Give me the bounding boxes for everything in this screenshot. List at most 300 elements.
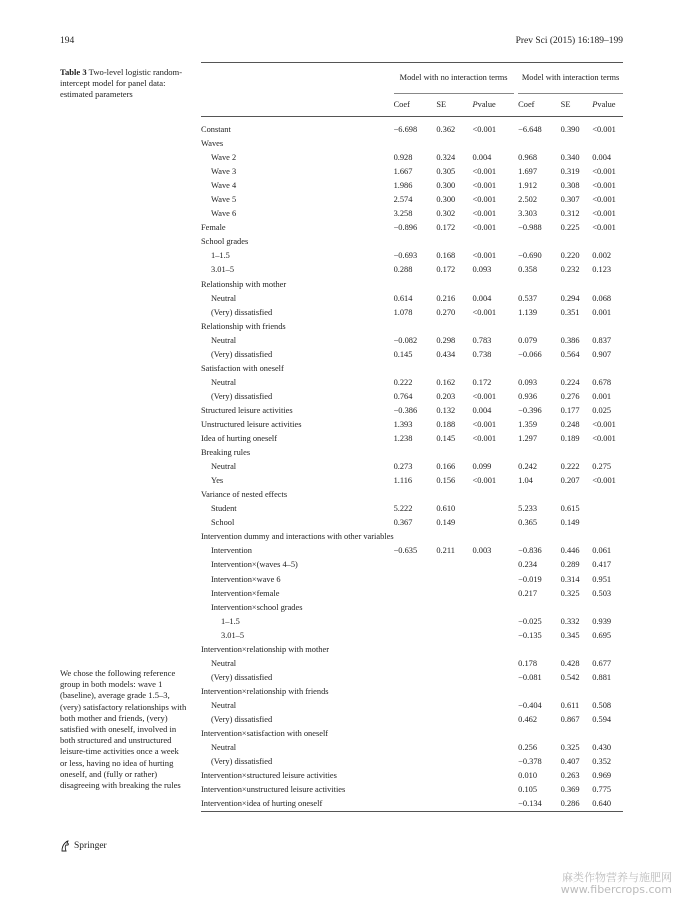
- table-row: [201, 741, 623, 755]
- table-cell: [394, 699, 437, 713]
- table-cell: 0.216: [436, 293, 456, 303]
- table-cell: [394, 657, 437, 671]
- table-cell: 2.574: [393, 195, 413, 205]
- table-cell: [561, 320, 593, 334]
- table-cell: <0.001: [472, 125, 497, 134]
- table-cell: [394, 446, 437, 460]
- table-cell: 0.542: [560, 672, 580, 682]
- row-label: (Very) dissatisfied: [211, 714, 273, 724]
- table-row: [201, 249, 623, 263]
- table-cell: −0.134: [518, 797, 560, 812]
- table-cell: 0.166: [436, 462, 456, 472]
- table-cell: 1.697: [518, 167, 538, 177]
- table-cell: [394, 727, 437, 741]
- table-cell: <0.001: [472, 209, 497, 219]
- table-cell: 0.358: [518, 265, 538, 275]
- table-cell: 0.156: [436, 476, 456, 486]
- table-row: [201, 179, 623, 193]
- table-cell: <0.001: [592, 209, 616, 219]
- table-cell: 3.303: [518, 209, 538, 219]
- table-cell: 0.002: [592, 251, 612, 261]
- table-cell: 0.837: [592, 335, 612, 345]
- table-cell: [518, 278, 560, 292]
- table-cell: [518, 727, 560, 741]
- table-cell: 1.912: [518, 181, 538, 191]
- table-cell: 0.503: [592, 588, 612, 598]
- table-cell: 0.305: [436, 167, 456, 177]
- table-cell: 0.288: [393, 265, 413, 275]
- table-cell: 0.123: [592, 265, 612, 275]
- table-cell: [394, 530, 437, 544]
- table-cell: 0.225: [560, 223, 580, 233]
- table-row: [201, 587, 623, 601]
- table-cell: 1.986: [393, 181, 413, 191]
- row-label: School grades: [201, 237, 249, 247]
- table-cell: [473, 797, 514, 812]
- table-cell: 0.132: [436, 405, 456, 415]
- table-cell: 1.078: [393, 307, 413, 317]
- table-cell: 0.207: [560, 476, 580, 486]
- table-cell: 0.145: [393, 349, 413, 359]
- row-label: Relationship with friends: [201, 321, 286, 331]
- table-cell: −0.082: [393, 335, 418, 345]
- table-row: [201, 263, 623, 277]
- row-label: Structured leisure activities: [201, 405, 293, 415]
- table-row: [201, 558, 623, 572]
- watermark: [561, 872, 672, 896]
- table-cell: [394, 755, 437, 769]
- table-row: [201, 446, 623, 460]
- table-cell: 0.677: [592, 658, 612, 668]
- table-cell: [436, 699, 472, 713]
- table-cell: [473, 587, 514, 601]
- table-row: [201, 783, 623, 797]
- table-row: [201, 362, 623, 376]
- table-cell: 0.939: [592, 616, 612, 626]
- table-cell: [473, 558, 514, 572]
- table-cell: 0.594: [592, 714, 612, 724]
- table-cell: [473, 516, 514, 530]
- table-cell: <0.001: [472, 167, 497, 177]
- row-label: Intervention×female: [211, 588, 280, 598]
- table-cell: [473, 643, 514, 657]
- table-cell: [436, 643, 472, 657]
- table-cell: 0.275: [592, 462, 612, 472]
- table-cell: [473, 769, 514, 783]
- table-cell: <0.001: [592, 223, 616, 233]
- table-cell: 0.003: [472, 546, 492, 556]
- table-row: [201, 474, 623, 488]
- col-header-coef-2: Coef: [518, 94, 560, 117]
- table-cell: 0.256: [518, 743, 538, 753]
- table-cell: [561, 685, 593, 699]
- table-cell: 0.783: [472, 335, 492, 345]
- table-caption: [60, 67, 188, 101]
- table-cell: [473, 362, 514, 376]
- table-cell: 0.417: [592, 560, 612, 570]
- col-header-se-2: SE: [561, 94, 593, 117]
- row-label: Neutral: [211, 335, 237, 345]
- table-cell: 0.105: [518, 785, 538, 795]
- table-cell: 0.162: [436, 377, 456, 387]
- row-label: 3.01–5: [211, 265, 235, 275]
- table-cell: 0.004: [472, 405, 492, 415]
- table-cell: 0.242: [518, 462, 538, 472]
- table-cell: [561, 488, 593, 502]
- table-cell: −0.635: [393, 546, 418, 556]
- table-cell: −0.404: [518, 700, 542, 710]
- table-cell: [394, 615, 437, 629]
- table-group-header-row: [201, 63, 623, 94]
- table-cell: 0.968: [518, 153, 538, 163]
- table-cell: [592, 516, 623, 530]
- row-label: Intervention×idea of hurting oneself: [201, 797, 394, 812]
- table-cell: [592, 278, 623, 292]
- table-cell: [473, 601, 514, 615]
- table-cell: −0.135: [518, 630, 542, 640]
- table-cell: 0.217: [518, 588, 538, 598]
- table-cell: 0.308: [560, 181, 580, 191]
- table-row: [201, 671, 623, 685]
- table-cell: <0.001: [472, 434, 497, 444]
- table-row: [201, 629, 623, 643]
- table-row: [201, 460, 623, 474]
- table-cell: [436, 671, 472, 685]
- table-cell: 0.351: [560, 307, 580, 317]
- row-label: Intervention×wave 6: [211, 574, 281, 584]
- table-row: [201, 418, 623, 432]
- row-label: (Very) dissatisfied: [211, 349, 273, 359]
- row-label: Neutral: [211, 658, 237, 668]
- table-cell: [561, 278, 593, 292]
- row-label: Yes: [211, 476, 224, 486]
- table-cell: 1.04: [518, 476, 533, 486]
- table-cell: −0.988: [518, 223, 542, 233]
- table-cell: [436, 573, 472, 587]
- table-cell: 0.312: [560, 209, 580, 219]
- table-cell: [394, 643, 437, 657]
- table-cell: 0.615: [560, 504, 580, 514]
- table-cell: 0.695: [592, 630, 612, 640]
- row-label: Female: [201, 223, 226, 233]
- table-cell: [473, 699, 514, 713]
- table-cell: 0.302: [436, 209, 456, 219]
- table-cell: [436, 727, 472, 741]
- table-row: [201, 390, 623, 404]
- journal-citation: Prev Sci (2015) 16:189–199: [515, 36, 623, 46]
- table-cell: −0.025: [518, 616, 542, 626]
- table-cell: [518, 320, 560, 334]
- table-cell: 0.462: [518, 714, 538, 724]
- table-cell: −0.019: [518, 574, 542, 584]
- table-cell: 0.068: [592, 293, 612, 303]
- table-cell: [473, 629, 514, 643]
- table-cell: <0.001: [592, 181, 616, 191]
- table-row: [201, 601, 623, 615]
- table-caption-label: Table 3: [60, 67, 87, 77]
- table-cell: [473, 137, 514, 151]
- table-cell: [394, 320, 437, 334]
- table-cell: [394, 137, 437, 151]
- table-cell: 1.297: [518, 434, 538, 444]
- table-cell: 0.345: [560, 630, 580, 640]
- table-cell: [394, 797, 437, 812]
- row-label: Wave 3: [211, 167, 237, 177]
- group-header-interaction: Model with interaction terms: [518, 63, 623, 94]
- table-row: [201, 207, 623, 221]
- table-cell: [436, 137, 472, 151]
- row-label: Neutral: [211, 743, 237, 753]
- table-cell: 0.286: [561, 797, 593, 812]
- table-cell: 0.222: [560, 462, 580, 472]
- table-cell: [394, 685, 437, 699]
- table-cell: <0.001: [472, 251, 497, 261]
- table-row: [201, 348, 623, 362]
- table-cell: 0.289: [560, 560, 580, 570]
- table-row: [201, 544, 623, 558]
- row-label: Intervention×(waves 4–5): [211, 560, 298, 570]
- table-cell: [592, 362, 623, 376]
- row-label: (Very) dissatisfied: [211, 391, 273, 401]
- publisher-name: Springer: [74, 841, 107, 851]
- row-label: Unstructured leisure activities: [201, 419, 302, 429]
- table-cell: [473, 530, 514, 544]
- table-cell: [436, 320, 472, 334]
- table-cell: <0.001: [472, 223, 497, 233]
- table-cell: 0.867: [560, 714, 580, 724]
- group-header-no-interaction: Model with no interaction terms: [394, 63, 514, 94]
- table-cell: [473, 685, 514, 699]
- table-cell: 0.025: [592, 405, 612, 415]
- table-cell: 0.004: [472, 153, 492, 163]
- col-header-se-1: SE: [436, 94, 472, 117]
- table-row: [201, 221, 623, 235]
- table-cell: 0.340: [560, 153, 580, 163]
- table-cell: [473, 446, 514, 460]
- row-label: Breaking rules: [201, 448, 251, 458]
- table-cell: 0.079: [518, 335, 538, 345]
- table-cell: 0.365: [518, 518, 538, 528]
- table-cell: 0.093: [518, 377, 538, 387]
- table-cell: 0.611: [560, 700, 580, 710]
- table-row: [201, 278, 623, 292]
- table-cell: 0.177: [560, 405, 580, 415]
- table-cell: 0.224: [560, 377, 580, 387]
- table-row: [201, 193, 623, 207]
- table-cell: 0.319: [560, 167, 580, 177]
- table-cell: <0.001: [472, 181, 497, 191]
- table-cell: 0.764: [393, 391, 413, 401]
- table-cell: 0.407: [560, 757, 580, 767]
- table-cell: [394, 629, 437, 643]
- table-cell: 1.393: [393, 419, 413, 429]
- table-cell: <0.001: [592, 419, 616, 429]
- table-row: [201, 432, 623, 446]
- estimates-table: [201, 62, 623, 812]
- table-cell: −6.698: [393, 125, 418, 134]
- table-cell: 0.222: [393, 377, 413, 387]
- table-cell: 0.061: [592, 546, 612, 556]
- table-cell: [394, 488, 437, 502]
- table-cell: 0.428: [560, 658, 580, 668]
- table-cell: [473, 235, 514, 249]
- table-cell: 0.145: [436, 434, 456, 444]
- table-cell: [473, 755, 514, 769]
- table-row: [201, 573, 623, 587]
- table-cell: 0.010: [518, 771, 538, 781]
- table-row: [201, 615, 623, 629]
- table-cell: [394, 278, 437, 292]
- table-cell: [592, 502, 623, 516]
- table-cell: [473, 713, 514, 727]
- table-cell: [592, 643, 623, 657]
- watermark-line-1: 麻类作物营养与施肥网: [562, 871, 672, 884]
- row-label: Wave 6: [211, 209, 237, 219]
- table-cell: [561, 446, 593, 460]
- table-cell: 0.386: [560, 335, 580, 345]
- table-cell: 0.273: [393, 462, 413, 472]
- row-label: Neutral: [211, 462, 237, 472]
- row-label: Wave 2: [211, 153, 237, 163]
- table-cell: [518, 137, 560, 151]
- table-cell: [518, 488, 560, 502]
- table-cell: −0.386: [393, 405, 418, 415]
- table-cell: 0.564: [560, 349, 580, 359]
- table-cell: 0.004: [472, 293, 492, 303]
- row-label: 1–1.5: [211, 251, 230, 261]
- row-label: Constant: [201, 125, 231, 134]
- table-cell: [436, 601, 472, 615]
- table-cell: 0.270: [436, 307, 456, 317]
- table-row: [201, 727, 623, 741]
- table-cell: 0.099: [472, 462, 492, 472]
- table-caption-text: Two-level logistic random-intercept model for panel data: estimated parameters: [60, 67, 183, 100]
- table-cell: <0.001: [592, 195, 616, 205]
- row-label: Variance of nested effects: [201, 490, 288, 500]
- table-cell: [473, 488, 514, 502]
- table-cell: 0.172: [436, 223, 456, 233]
- table-cell: [518, 601, 560, 615]
- table-cell: 0.928: [393, 153, 413, 163]
- table-cell: 0.234: [518, 560, 538, 570]
- table-cell: [436, 783, 472, 797]
- table-cell: [394, 573, 437, 587]
- col-header-pvalue-2: Pvalue: [592, 94, 623, 117]
- table-cell: [592, 727, 623, 741]
- table-cell: [592, 446, 623, 460]
- table-cell: 3.258: [393, 209, 413, 219]
- row-label: Intervention×satisfaction with oneself: [201, 729, 329, 739]
- table-cell: <0.001: [472, 307, 497, 317]
- row-label: Wave 4: [211, 181, 237, 191]
- table-cell: <0.001: [592, 476, 616, 486]
- table-cell: [394, 235, 437, 249]
- table-cell: 0.951: [592, 574, 612, 584]
- table-cell: [436, 362, 472, 376]
- table-row: [201, 713, 623, 727]
- table-row: [201, 699, 623, 713]
- table-row: [201, 376, 623, 390]
- table-cell: [592, 137, 623, 151]
- table-cell: [592, 235, 623, 249]
- table-cell: [518, 446, 560, 460]
- publisher-footer: [60, 840, 107, 852]
- table-cell: [394, 769, 437, 783]
- table-cell: 0.211: [436, 546, 455, 556]
- table-cell: 0.294: [560, 293, 580, 303]
- table-cell: [518, 643, 560, 657]
- table-cell: 2.502: [518, 195, 538, 205]
- table-row: [201, 516, 623, 530]
- row-label: Intervention dummy and interactions with other variables: [201, 532, 394, 542]
- table-note: We chose the following reference group in both models: wave 1 (baseline), average grade 1.5–3, (very) satisfactory relationships with both mother and friends, (very) satisfied with oneself, involved in both structured and unstructured leisure-time activities once a week or less, having no idea of hurting oneself, and (fully or rather) disagreeing with breaking the rules: [60, 668, 187, 791]
- row-label: Waves: [201, 139, 224, 149]
- table-cell: 0.298: [436, 335, 456, 345]
- table-cell: −0.066: [518, 349, 542, 359]
- table-cell: [473, 741, 514, 755]
- table-cell: [436, 587, 472, 601]
- table-cell: 0.614: [393, 293, 413, 303]
- row-label: 1–1.5: [221, 616, 240, 626]
- table-cell: 0.203: [436, 391, 456, 401]
- table-cell: 0.369: [560, 785, 580, 795]
- table-cell: [436, 488, 472, 502]
- table-cell: 0.172: [472, 377, 492, 387]
- table-cell: 0.324: [436, 153, 456, 163]
- table-cell: 0.969: [592, 771, 612, 781]
- table-row: [201, 685, 623, 699]
- table-row: [201, 165, 623, 179]
- col-header-coef-1: Coef: [394, 94, 437, 117]
- table-cell: [518, 362, 560, 376]
- table-cell: −0.081: [518, 672, 542, 682]
- table-cell: 1.359: [518, 419, 538, 429]
- table-cell: 0.188: [436, 419, 456, 429]
- table-cell: 0.775: [592, 785, 612, 795]
- table-cell: [561, 235, 593, 249]
- table-cell: [473, 783, 514, 797]
- table-cell: [518, 530, 560, 544]
- table-row: [201, 502, 623, 516]
- table-cell: 0.093: [472, 265, 492, 275]
- table-row: [201, 235, 623, 249]
- table-cell: [436, 741, 472, 755]
- table-cell: 1.667: [393, 167, 413, 177]
- table-cell: [473, 727, 514, 741]
- table-cell: 0.300: [436, 181, 456, 191]
- table-cell: [473, 320, 514, 334]
- table-cell: 0.149: [436, 518, 456, 528]
- table-cell: 0.508: [592, 700, 612, 710]
- row-label: Relationship with mother: [201, 279, 287, 289]
- table-cell: 0.325: [560, 588, 580, 598]
- col-header-pvalue-1: Pvalue: [473, 94, 514, 117]
- table-cell: [473, 615, 514, 629]
- table-cell: 0.307: [560, 195, 580, 205]
- table-cell: <0.001: [592, 434, 616, 444]
- table-cell: [436, 657, 472, 671]
- table-cell: −0.693: [393, 251, 418, 261]
- table-cell: −0.896: [393, 223, 418, 233]
- table-row: [201, 404, 623, 418]
- table-cell: [436, 685, 472, 699]
- table-cell: [561, 137, 593, 151]
- row-label: School: [211, 518, 235, 528]
- table-cell: [436, 713, 472, 727]
- table-row: [201, 530, 623, 544]
- row-label: (Very) dissatisfied: [211, 307, 273, 317]
- table-row: [201, 657, 623, 671]
